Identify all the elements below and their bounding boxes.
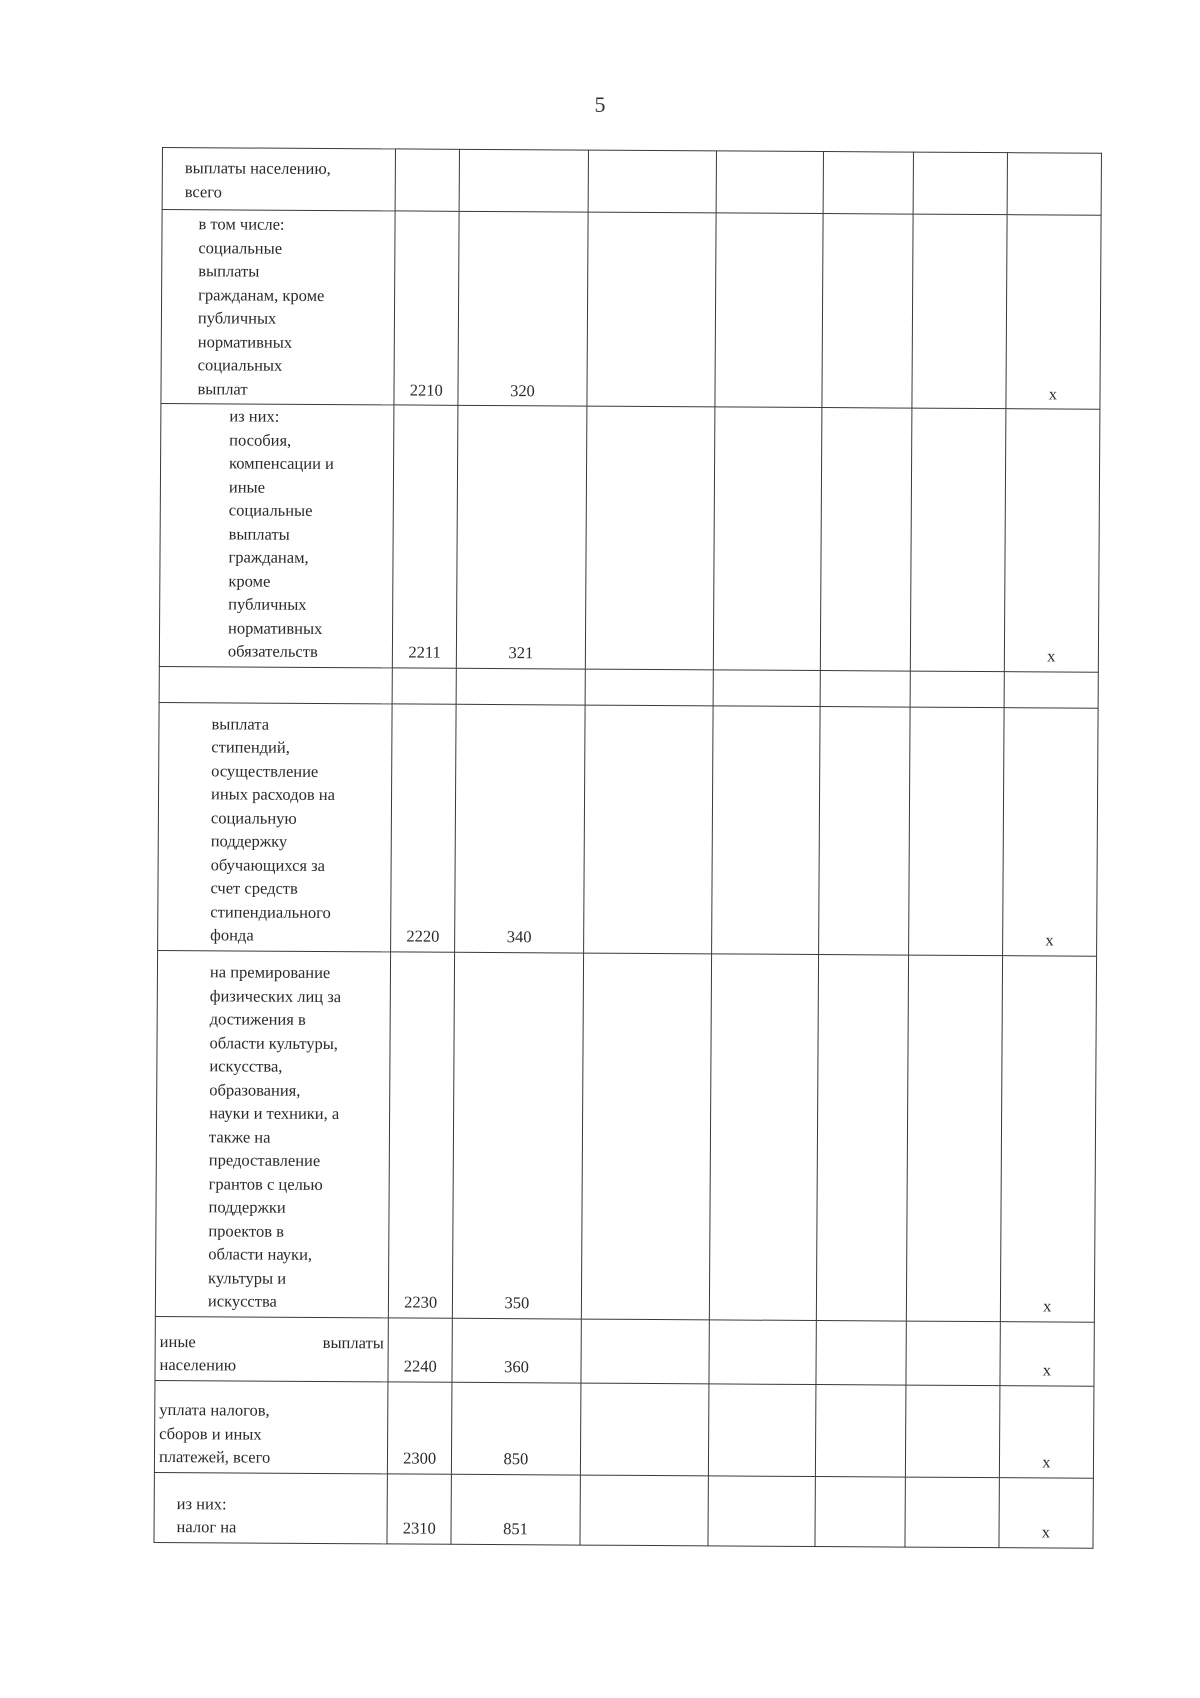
- x-mark-cell: [1004, 671, 1098, 708]
- description-line: выплаты: [228, 523, 290, 544]
- budget-table: [153, 147, 1102, 1548]
- description-line: осуществление: [211, 760, 319, 781]
- empty-amount-cell: [815, 1476, 905, 1547]
- x-mark-cell: x: [1000, 1321, 1095, 1386]
- empty-amount-cell: [712, 705, 820, 954]
- description-line: стипендиального: [210, 901, 331, 922]
- line-code-cell: 2210: [394, 211, 459, 405]
- description-line: искусства,: [209, 1056, 283, 1076]
- row-description: [159, 403, 394, 667]
- description-line: искусства: [207, 1291, 277, 1311]
- x-mark-cell: x: [999, 1477, 1094, 1548]
- description-line: нормативных: [197, 331, 293, 352]
- x-mark-cell: x: [1006, 215, 1101, 410]
- table-row: [155, 950, 1096, 1322]
- description-line: иные выплаты: [159, 1331, 384, 1352]
- description-line: социальных: [197, 355, 283, 375]
- description-line: публичных: [228, 594, 307, 614]
- description-line: стипендий,: [211, 737, 290, 757]
- description-line: достижения в: [209, 1009, 306, 1029]
- description-line: социальную: [210, 807, 297, 828]
- description-line: налог на: [176, 1517, 237, 1537]
- empty-amount-cell: [581, 953, 712, 1320]
- empty-amount-cell: [905, 1477, 1000, 1548]
- description-line: кроме: [228, 570, 271, 591]
- empty-amount-cell: [816, 1320, 906, 1385]
- x-mark-cell: [1007, 153, 1102, 216]
- x-mark-cell: x: [1004, 409, 1100, 672]
- empty-amount-cell: [820, 670, 910, 707]
- budget-code-cell: 320: [458, 211, 588, 406]
- description-line: населению: [159, 1355, 237, 1375]
- page-number: 5: [594, 92, 606, 117]
- empty-amount-cell: [716, 151, 823, 214]
- empty-amount-cell: [823, 152, 913, 215]
- empty-amount-cell: [715, 213, 823, 408]
- description-line: науки и техники, а: [209, 1103, 340, 1124]
- description-line: иные: [228, 476, 266, 497]
- line-code-cell: [392, 667, 456, 703]
- budget-code-cell: 851: [451, 1474, 580, 1545]
- empty-amount-cell: [713, 669, 820, 706]
- line-code-cell: 2310: [387, 1473, 452, 1543]
- description-line: выплаты: [198, 261, 260, 281]
- empty-amount-cell: [818, 706, 909, 955]
- empty-amount-cell: [910, 408, 1006, 671]
- description-line: области культуры,: [209, 1032, 339, 1053]
- description-line: обучающихся за: [210, 854, 326, 875]
- row-description: [155, 950, 390, 1317]
- description-line: всего: [184, 181, 222, 201]
- description-line: также на: [208, 1126, 271, 1147]
- empty-amount-cell: [588, 150, 717, 213]
- empty-amount-cell: [585, 406, 715, 669]
- description-line: платежей, всего: [158, 1447, 271, 1467]
- empty-amount-cell: [583, 705, 713, 954]
- description-line: поддержку: [210, 831, 288, 851]
- description-line: выплата: [211, 713, 270, 734]
- description-line: из них:: [229, 406, 280, 426]
- table-row: [159, 403, 1100, 671]
- empty-amount-cell: [580, 1383, 709, 1476]
- description-line: поддержки: [208, 1197, 286, 1217]
- empty-amount-cell: [708, 1383, 815, 1476]
- description-line: на премирование: [209, 962, 331, 983]
- empty-amount-cell: [822, 214, 913, 409]
- row-description: [154, 1380, 388, 1473]
- table-row: [158, 702, 1098, 956]
- table-row: [162, 148, 1101, 216]
- empty-amount-cell: [905, 1385, 1000, 1478]
- row-description: [158, 702, 393, 951]
- empty-amount-cell: [815, 1384, 905, 1477]
- table-body: [154, 148, 1102, 1548]
- line-code-cell: [395, 149, 460, 211]
- description-line: сборов и иных: [159, 1423, 262, 1444]
- x-mark-cell: x: [999, 1385, 1094, 1478]
- description-line: в том числе:: [198, 214, 285, 234]
- description-line: выплаты населению,: [184, 158, 331, 179]
- line-code-cell: 2240: [388, 1317, 453, 1381]
- empty-amount-cell: [708, 1475, 815, 1546]
- empty-amount-cell: [910, 671, 1004, 708]
- empty-amount-cell: [587, 212, 717, 407]
- line-code-cell: 2211: [392, 405, 458, 668]
- description-line: гражданам,: [228, 547, 309, 567]
- table-row: [154, 1472, 1093, 1548]
- description-line: уплата налогов,: [159, 1400, 270, 1420]
- description-line: пособия,: [229, 429, 292, 450]
- row-description: [159, 666, 392, 703]
- description-line: нормативных: [228, 617, 323, 638]
- description-line: публичных: [197, 308, 277, 328]
- row-description: [161, 210, 395, 405]
- description-line: физических лиц за: [209, 985, 342, 1006]
- budget-code-cell: 850: [452, 1382, 581, 1475]
- table-row: [161, 210, 1101, 410]
- description-line: предоставление: [208, 1150, 321, 1170]
- description-line: грантов с целью: [208, 1173, 323, 1194]
- table-row: [154, 1380, 1094, 1478]
- empty-amount-cell: [581, 1319, 710, 1384]
- empty-amount-cell: [580, 1475, 709, 1546]
- empty-amount-cell: [912, 214, 1007, 409]
- description-line: социальные: [198, 237, 283, 258]
- row-description: [155, 1316, 389, 1381]
- empty-amount-cell: [906, 1321, 1000, 1386]
- table-row: [159, 666, 1098, 708]
- description-line: фонда: [210, 925, 254, 945]
- table-row: [155, 1316, 1094, 1386]
- description-line: социальные: [228, 500, 313, 520]
- empty-amount-cell: [709, 1319, 816, 1384]
- budget-code-cell: 360: [452, 1318, 581, 1383]
- budget-code-cell: [459, 149, 588, 212]
- empty-amount-cell: [713, 407, 822, 670]
- x-mark-cell: x: [1002, 707, 1098, 956]
- empty-amount-cell: [820, 408, 911, 671]
- row-description: [154, 1472, 388, 1543]
- description-line: гражданам, кроме: [198, 284, 325, 305]
- budget-code-cell: 350: [453, 952, 584, 1319]
- row-description: [162, 148, 396, 211]
- empty-amount-cell: [906, 955, 1002, 1322]
- description-line: выплат: [197, 378, 248, 399]
- description-line: культуры и: [208, 1267, 287, 1288]
- budget-code-cell: 340: [455, 704, 585, 953]
- empty-amount-cell: [816, 954, 908, 1321]
- description-line: из них:: [176, 1493, 227, 1513]
- description-line: проектов в: [208, 1220, 285, 1241]
- description-line: счет средств: [210, 878, 298, 898]
- description-line: образования,: [209, 1079, 301, 1100]
- empty-amount-cell: [709, 953, 818, 1320]
- budget-code-cell: 321: [457, 405, 587, 668]
- line-code-cell: 2230: [388, 951, 454, 1317]
- empty-amount-cell: [913, 152, 1007, 215]
- x-mark-cell: x: [1000, 955, 1096, 1322]
- budget-code-cell: [456, 668, 585, 705]
- description-line: иных расходов на: [210, 784, 336, 805]
- empty-amount-cell: [585, 669, 714, 706]
- line-code-cell: 2300: [388, 1381, 453, 1473]
- line-code-cell: 2220: [391, 703, 457, 951]
- empty-amount-cell: [908, 707, 1004, 956]
- description-line: обязательств: [227, 641, 318, 661]
- description-line: компенсации и: [229, 453, 334, 474]
- description-line: области науки,: [208, 1244, 313, 1264]
